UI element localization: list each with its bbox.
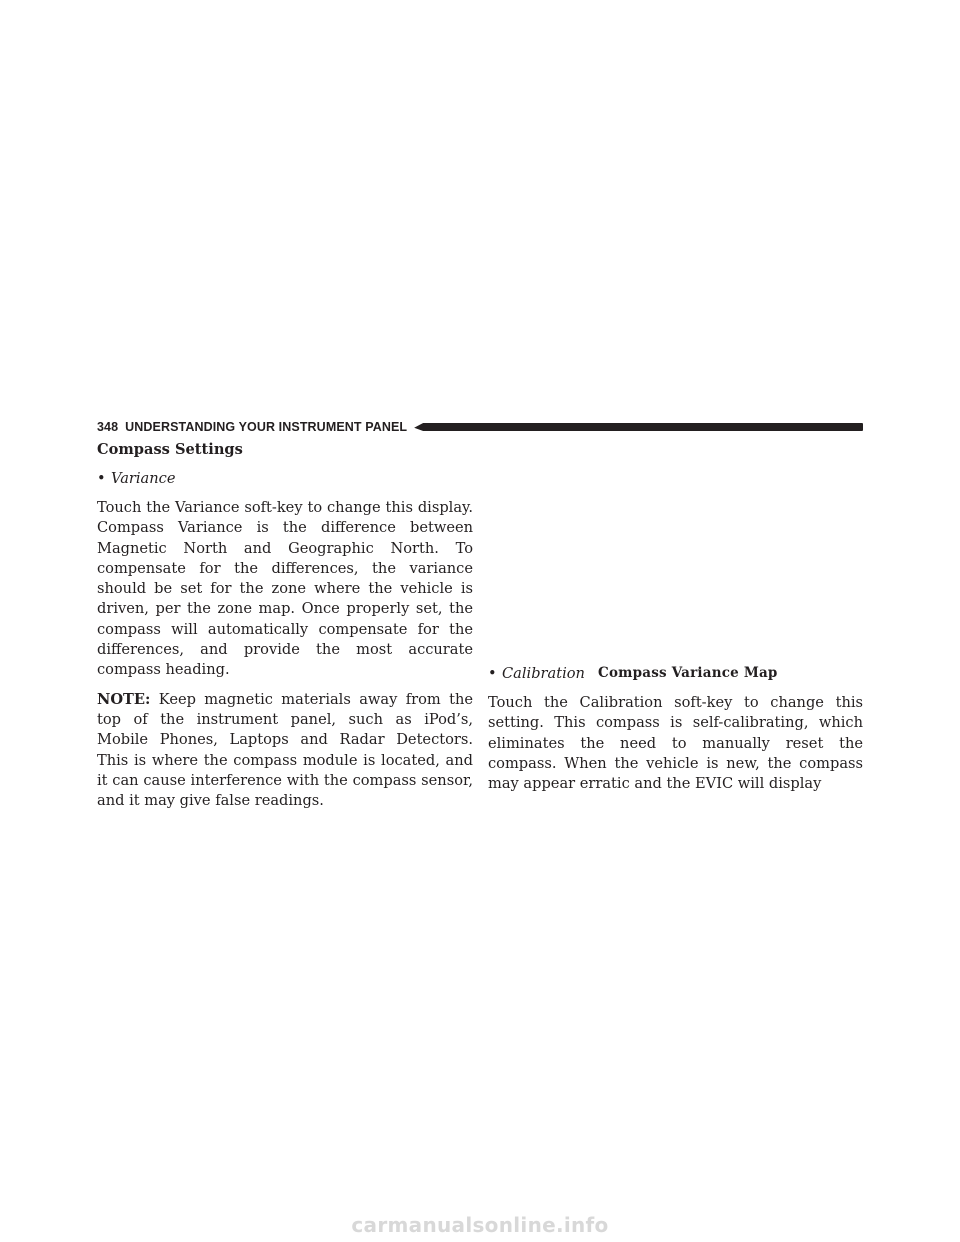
calibration-bullet	[488, 664, 863, 684]
bullet-icon: •	[97, 470, 106, 487]
compass-variance-map-figure	[488, 452, 863, 657]
left-column	[97, 440, 473, 820]
calibration-paragraph: Touch the Calibration soft-key to change this setting. This compass is self-calibrating, which eliminates the need to manually reset the compass. When the vehicle is new, the compass may appear erratic and the EVIC will display	[488, 694, 863, 793]
note-label: NOTE:	[97, 690, 151, 708]
section-title: UNDERSTANDING YOUR INSTRUMENT PANEL	[125, 420, 408, 434]
page-number: 348	[97, 420, 119, 434]
note-text: Keep magnetic materials away from the top of the instrument panel, such as iPod’s, Mobile Phones, Laptops and Radar Detectors. This is where the compass module is located, and it can cause interference with the compass sensor, and it may give false readings.	[97, 690, 473, 810]
bullet-icon: •	[488, 665, 497, 682]
variance-bullet	[97, 469, 473, 489]
variance-paragraph: Touch the Variance soft-key to change this display. Compass Variance is the difference between Magnetic North and Geographic North. To compensate for the differences, the variance should be set for the zone where the vehicle is driven, per the zone map. Once properly set, the compass will automatically compensate for the differences, and provide the most accurate compass heading.	[97, 499, 473, 679]
variance-label: Variance	[111, 470, 176, 487]
page-header	[97, 419, 863, 435]
compass-settings-heading: Compass Settings	[97, 441, 243, 458]
watermark: carmanualsonline.info	[351, 1213, 609, 1237]
right-column	[488, 664, 863, 803]
figure-caption: Compass Variance Map	[598, 665, 778, 681]
calibration-label: Calibration	[502, 665, 585, 682]
note-paragraph	[97, 690, 473, 812]
header-rule	[414, 423, 863, 431]
